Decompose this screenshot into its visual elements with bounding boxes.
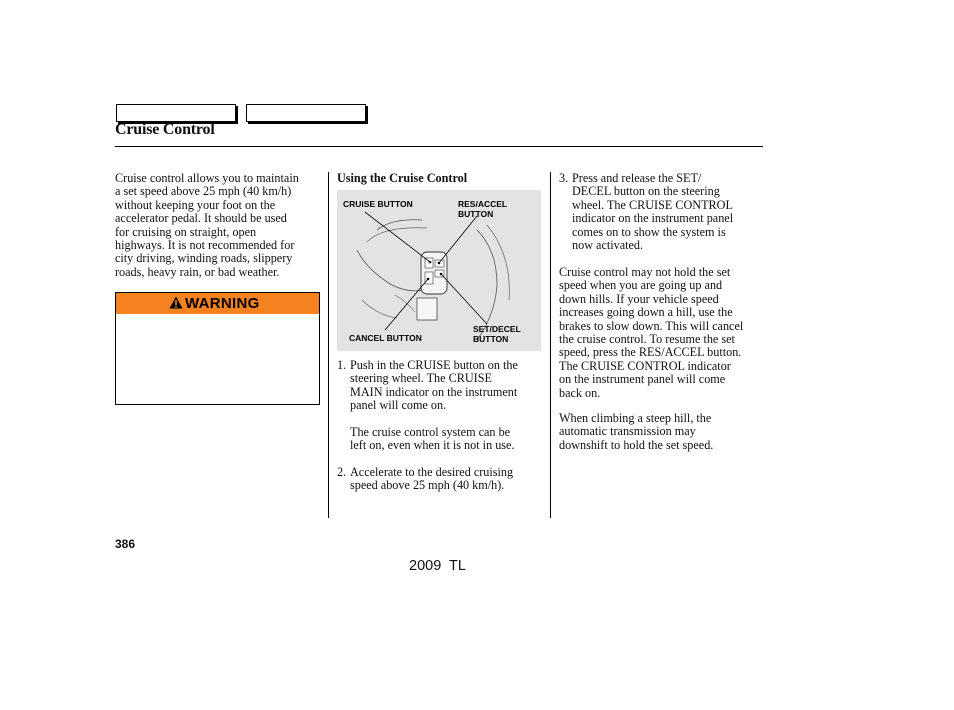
step-1-note: The cruise control system can be left on, even when it is not in use. — [350, 425, 515, 453]
step-1-text: Push in the CRUISE button on the steering wheel. The CRUISE MAIN indicator on the instrument panel will come on. — [350, 358, 518, 413]
steep-hill-paragraph: When climbing a steep hill, the automatic transmission may downshift to hold the set speed. — [559, 411, 714, 452]
res-accel-button-label: RES/ACCEL BUTTON — [458, 199, 508, 219]
step-3-text: Press and release the SET/ DECEL button on the steering wheel. The CRUISE CONTROL indicator on the instrument panel comes on to show the system is now activated. — [572, 171, 734, 253]
step-2-number: 2. — [337, 465, 347, 479]
page-number: 386 — [115, 537, 136, 551]
nav-tab-2[interactable] — [246, 104, 366, 122]
column-divider-right — [550, 172, 551, 518]
step-3-number: 3. — [559, 171, 569, 185]
cancel-button-label: CANCEL BUTTON — [349, 333, 422, 343]
page-title: Cruise Control — [115, 121, 215, 138]
step-1-number: 1. — [337, 358, 347, 372]
section-heading: Using the Cruise Control — [337, 171, 468, 185]
hill-speed-paragraph: Cruise control may not hold the set speed when you are going up and down hills. If your vehicle speed increases going down a hill, use the brakes to slow down. This will cancel the cruise control. To resume the set speed, press the RES/ACCEL button. The CRUISE CONTROL indicator on the instrument panel will come back on. — [559, 265, 744, 400]
step-2-text: Accelerate to the desired cruising speed above 25 mph (40 km/h). — [350, 465, 514, 493]
model-label: 2009 TL — [409, 558, 466, 574]
set-decel-button-label: SET/DECEL BUTTON — [473, 324, 521, 344]
cruise-button-label: CRUISE BUTTON — [343, 199, 413, 209]
warning-label: WARNING — [185, 295, 260, 312]
warning-triangle-icon — [169, 296, 183, 309]
column-divider-left — [328, 172, 329, 518]
nav-tab-1[interactable] — [116, 104, 236, 122]
header-divider — [115, 146, 763, 147]
steering-wheel-figure — [337, 190, 541, 351]
intro-paragraph: Cruise control allows you to maintain a set speed above 25 mph (40 km/h) without keeping your foot on the accelerator pedal. It should be used for cruising on straight, open highways. It is not recommended for city driving, winding roads, slippery roads, heavy rain, or bad weather. — [115, 171, 299, 279]
